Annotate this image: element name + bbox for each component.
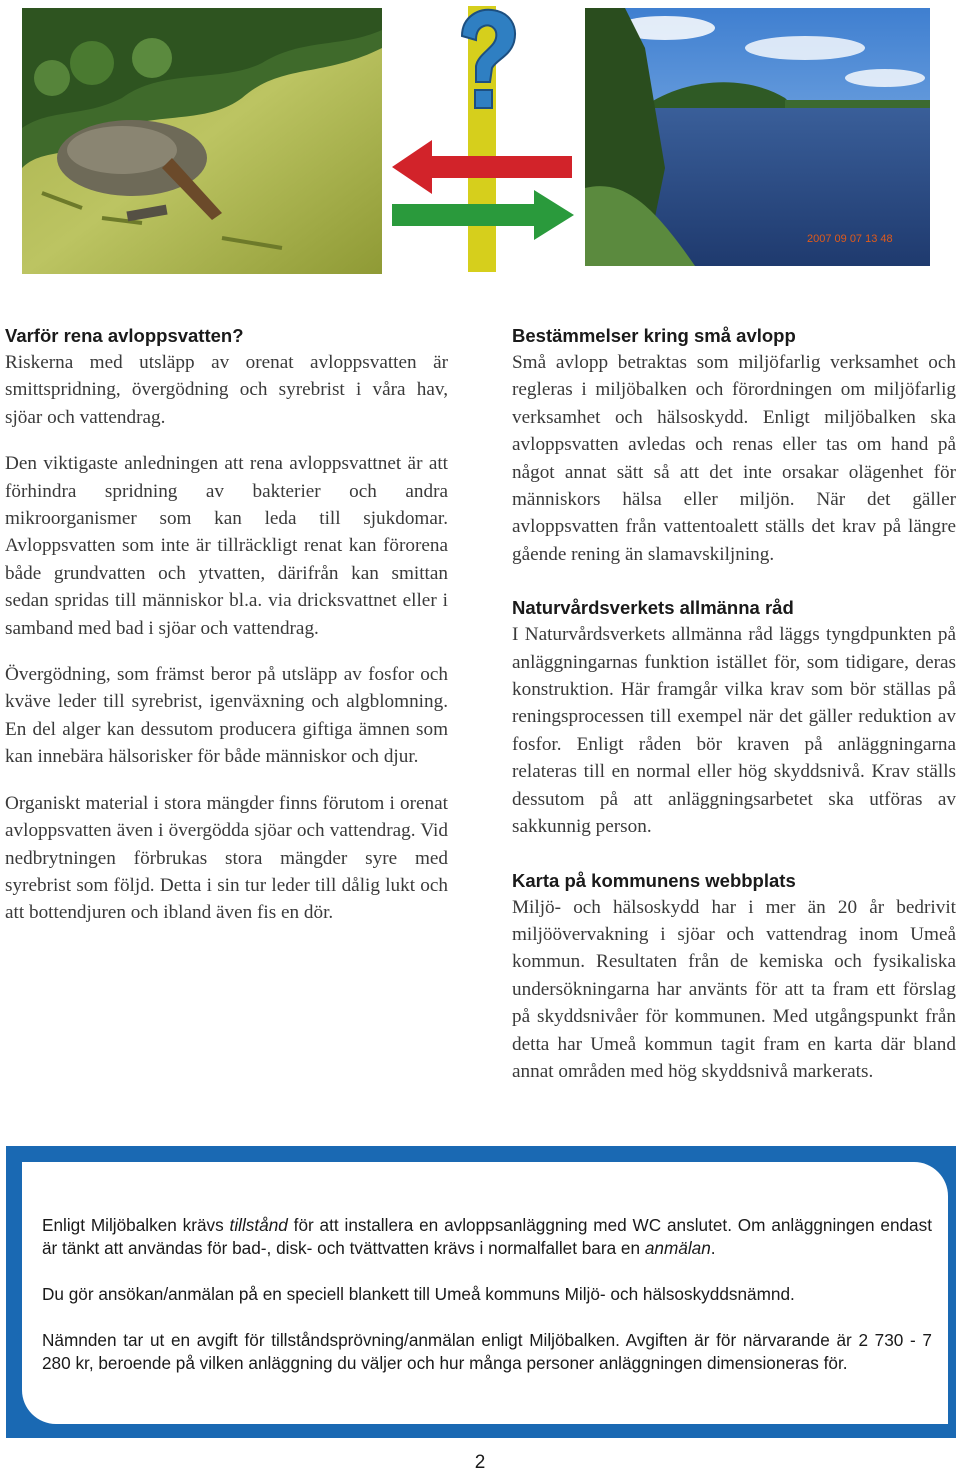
heading-regulations: Bestämmelser kring små avlopp: [512, 325, 796, 346]
question-mark-icon: [450, 6, 520, 116]
heading-general-advice: Naturvårdsverkets allmänna råd: [512, 597, 794, 619]
heading-why-clean: Varför rena avloppsvatten?: [5, 325, 244, 346]
paragraph: Riskerna med utsläpp av orenat avloppsvatten är smittspridning, övergödning och syrebrist i våra hav, sjöar och vattendrag.: [5, 352, 448, 428]
info-box-text: [42, 1214, 932, 1398]
info-box: [6, 1146, 956, 1438]
info-box-panel: [22, 1162, 948, 1424]
term-permit: tillstånd: [229, 1215, 288, 1235]
paragraph: Organiskt material i stora mängder finns förutom i orenat avloppsvatten även i övergödda sjöar och vattendrag. Vid nedbrytningen förbrukas stora mängder syre med syrebrist som följd. Detta i sin tur leder till dålig lukt och att bottendjuren och ibland även fis en dör.: [5, 792, 448, 924]
term-notification: anmälan: [644, 1238, 711, 1258]
info-fee-paragraph: Nämnden tar ut en avgift för tillståndsprövning/anmälan enligt Miljöbalken. Avgiften är för närvarande är 2 730 - 7 280 kr, beroende på vilken anläggning du väljer och hur många personer anläggningen dimensioneras för.: [42, 1330, 932, 1373]
info-permit-paragraph: Enligt Miljöbalken krävs tillstånd för att installera en avloppsanläggning med WC anslutet. Om anläggningen endast är tänkt att användas för bad-, disk- och tvättvatten krävs i normalfallet bara en anmälan.: [42, 1215, 932, 1258]
paragraph: I Naturvårdsverkets allmänna råd läggs tyngdpunkten på anläggningarnas funktion istället för, som tidigare, deras konstruktion. Här framgår vilka krav som bör ställas på reningsprocessen till exempel när det gäller reduktion av fosfor. Enligt råden bör kraven på anläggningarna relateras till en normal eller hög skyddsnivå. Krav ställs dessutom på att anläggningsarbetet ska utföras av sakkunnig person.: [512, 624, 956, 838]
paragraph: Övergödning, som främst beror på utsläpp av fosfor och kväve leder till syrebrist, igenväxning och algblomning. En del alger kan dessutom producera giftiga ämnen som kan innebära hälsorisker för både människor och djur.: [5, 664, 448, 768]
polluted-shore-photo: [22, 8, 382, 274]
paragraph: Miljö- och hälsoskydd har i mer än 20 år bedrivit miljöövervakning i sjöar och vattendrag inom Umeå kommun. Resultaten från de kemiska och fysikaliska undersökningarna har använts för att ta fram ett förslag på skyddsnivåer för kommunen. Med utgångspunkt från detta har Umeå kommun tagit fram en karta där bland annat områden med hög skyddsnivå markerats.: [512, 896, 956, 1082]
left-arrow-icon: [392, 140, 572, 194]
page-number: 2: [474, 1452, 486, 1473]
right-column: [512, 322, 956, 1104]
right-arrow-icon: [392, 190, 574, 240]
paragraph: Den viktigaste anledningen att rena avloppsvattnet är att förhindra spridning av bakterier och andra mikroorganismer som kan leda till sjukdomar. Avloppsvatten som inte är tillräckligt renat kan förorena både grundvatten och ytvatten, därifrån kan smittan sedan spridas till människor bl.a. via dricksvattnet eller i samband med bad i sjöar och vattendrag.: [5, 453, 448, 639]
left-column: [5, 322, 448, 946]
photo-timestamp: 2007 09 07 13 48: [807, 233, 893, 245]
heading-map: Karta på kommunens webbplats: [512, 869, 796, 891]
clean-lake-photo: [585, 8, 930, 266]
paragraph: Små avlopp betraktas som miljöfarlig verksamhet och regleras i miljöbalken och förordningen om miljöfarlig verksamhet och hälsoskydd. Enligt miljöbalken ska avloppsvatten avledas och renas eller tas om hand på något annat sätt så att det inte orsakar olägenhet för människors hälsa eller miljön. När det gäller avloppsvatten från vattentoalett ställs det krav på längre gående rening än slamavskiljning.: [512, 352, 956, 565]
info-application-paragraph: Du gör ansökan/anmälan på en speciell blankett till Umeå kommuns Miljö- och hälsoskyddsnämnd.: [42, 1284, 795, 1304]
